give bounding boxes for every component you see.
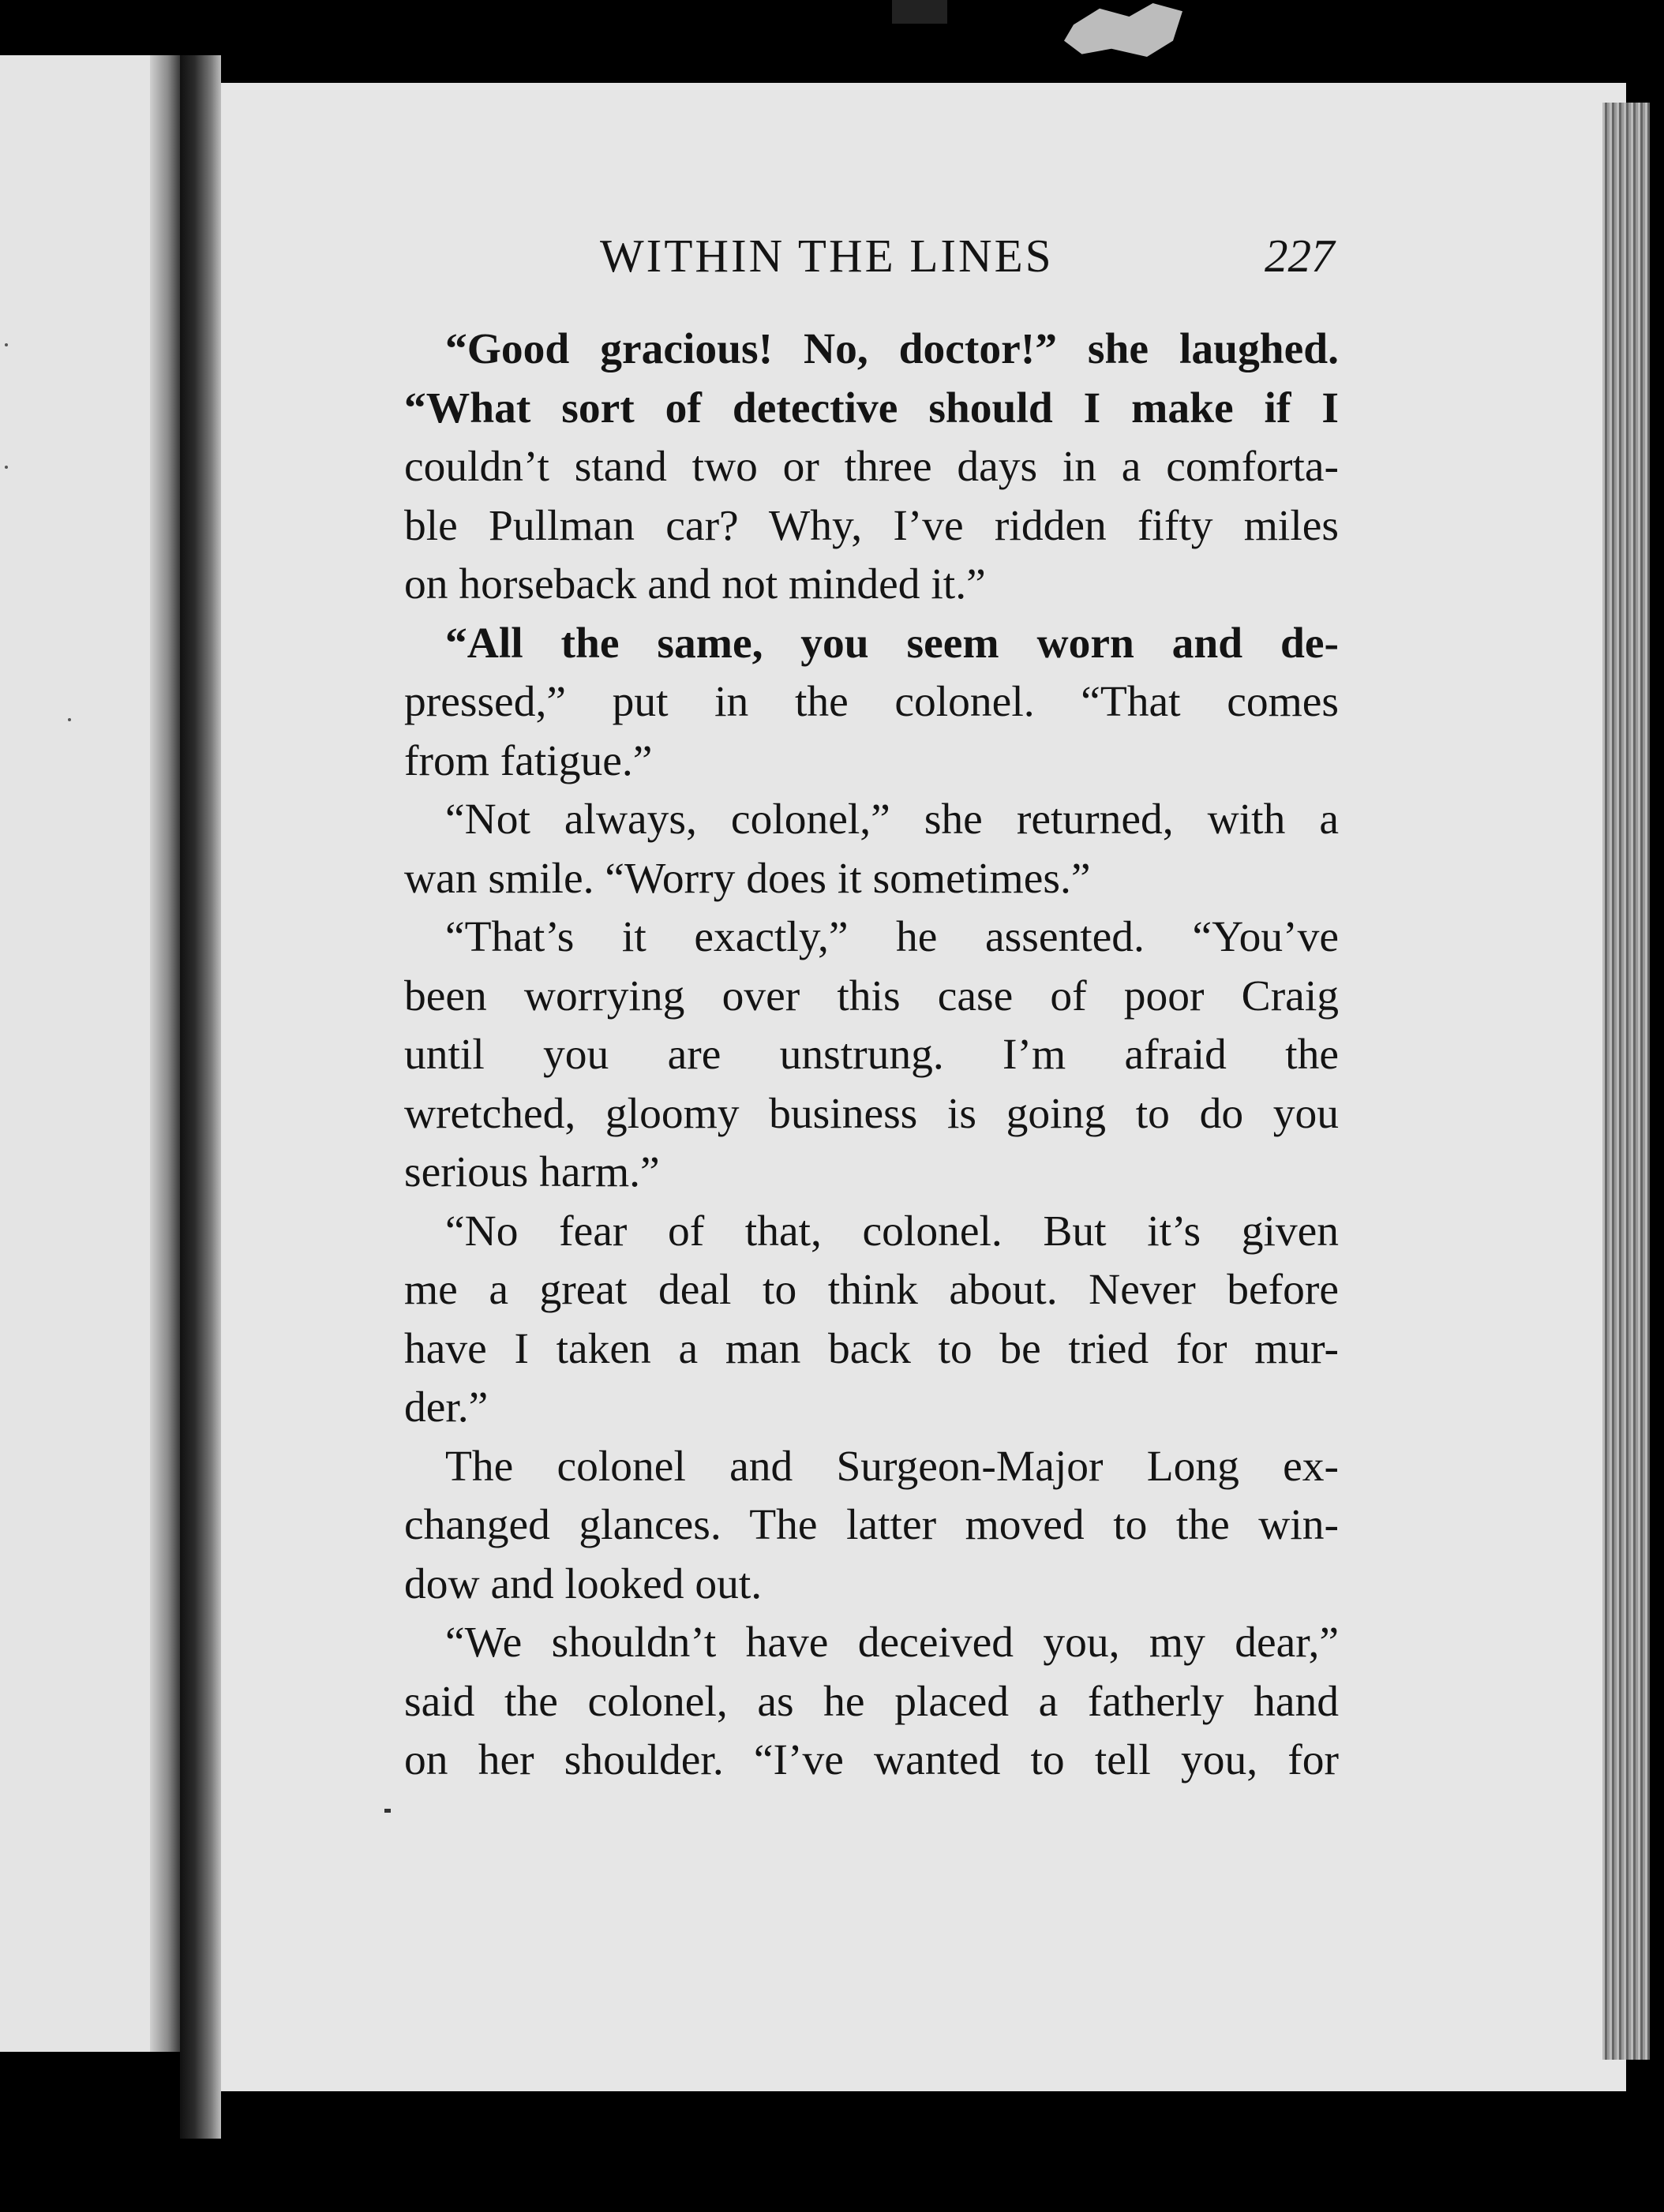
stray-mark: [384, 1809, 391, 1813]
text-line: “That’s it exactly,” he assented. “You’ve: [445, 913, 1339, 961]
text-line: until you are unstrung. I’m afraid the: [404, 1031, 1339, 1079]
text-line: “We shouldn’t have deceived you, my dear,”: [445, 1619, 1339, 1667]
text-line: on horseback and not minded it.”: [404, 560, 986, 608]
text-line: on her shoulder. “I’ve wanted to tell you, for: [404, 1736, 1339, 1784]
page-speck: [5, 466, 8, 469]
text-line: wan smile. “Worry does it sometimes.”: [404, 855, 1091, 903]
facing-page-edge: [0, 55, 180, 2052]
text-line: “No fear of that, colonel. But it’s given: [445, 1207, 1339, 1256]
scan-artifact: [892, 0, 947, 24]
page-stack-edge: [1602, 103, 1650, 2060]
text-line: me a great deal to think about. Never before: [404, 1266, 1339, 1314]
text-line: dow and looked out.: [404, 1560, 763, 1608]
page-speck: [5, 343, 8, 346]
text-line: changed glances. The latter moved to the win-: [404, 1501, 1339, 1549]
page-speck: [68, 718, 71, 721]
text-line: serious harm.”: [404, 1148, 660, 1196]
text-line: ble Pullman car? Why, I’ve ridden fifty miles: [404, 502, 1339, 550]
page-number: 227: [1265, 230, 1335, 282]
running-head: [0, 229, 1664, 292]
running-head-title: WITHIN THE LINES: [600, 230, 1054, 282]
text-line: wretched, gloomy business is going to do you: [404, 1090, 1339, 1138]
text-line: “What sort of detective should I make if I: [404, 384, 1339, 432]
text-line: The colonel and Surgeon-Major Long ex-: [445, 1443, 1339, 1491]
text-line: been worrying over this case of poor Craig: [404, 972, 1339, 1020]
text-line: “Good gracious! No, doctor!” she laughed.: [445, 325, 1339, 373]
text-line: “Not always, colonel,” she returned, with a: [445, 795, 1339, 844]
text-line: pressed,” put in the colonel. “That comes: [404, 678, 1339, 726]
book-gutter: [180, 55, 221, 2139]
text-line: “All the same, you seem worn and de-: [445, 619, 1339, 668]
text-line: have I taken a man back to be tried for mur-: [404, 1325, 1339, 1373]
text-line: said the colonel, as he placed a fatherly hand: [404, 1678, 1339, 1726]
text-line: couldn’t stand two or three days in a comforta-: [404, 443, 1339, 491]
facing-page-shadow: [150, 55, 180, 2052]
text-line: der.”: [404, 1383, 489, 1432]
text-line: from fatigue.”: [404, 737, 653, 785]
